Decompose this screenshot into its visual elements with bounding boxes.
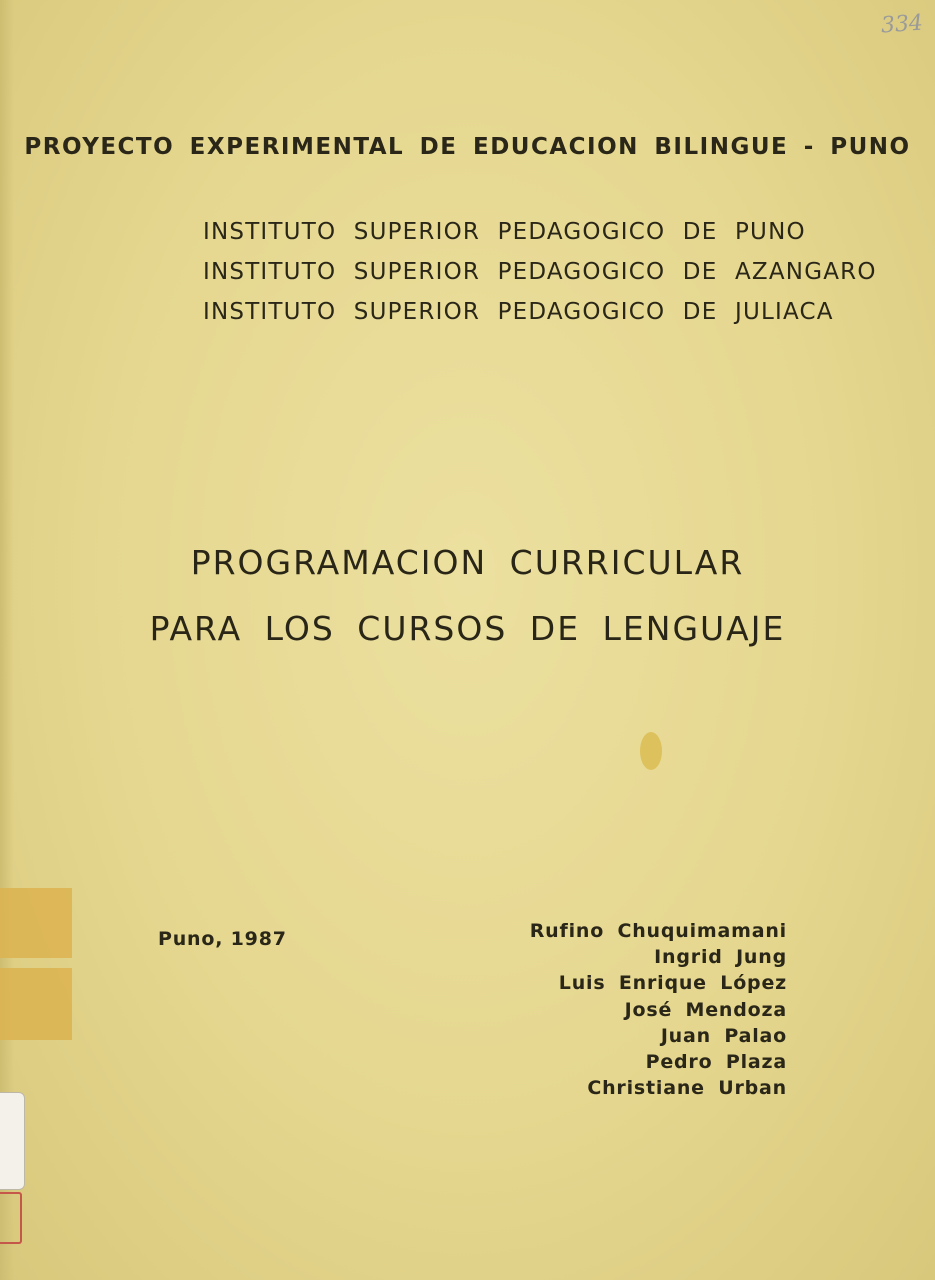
author-name: Luis Enrique López	[558, 972, 787, 995]
author-name: Rufino Chuquimamani	[529, 920, 787, 942]
title-line: PARA LOS CURSOS DE LENGUAJE	[149, 609, 786, 648]
stain-mark	[640, 732, 662, 770]
authors-list	[530, 918, 787, 1101]
author-name: Ingrid Jung	[654, 946, 787, 969]
tape-strip-upper	[0, 888, 72, 958]
document-title	[0, 530, 935, 662]
place-date: Puno, 1987	[158, 928, 287, 950]
institute-line: INSTITUTO SUPERIOR PEDAGOGICO DE JULIACA	[203, 299, 834, 325]
title-line: PROGRAMACION CURRICULAR	[190, 543, 745, 582]
tape-strip-lower	[0, 968, 72, 1040]
handwritten-annotation: 334	[880, 10, 924, 39]
institutes-list	[203, 212, 877, 332]
institute-line: INSTITUTO SUPERIOR PEDAGOGICO DE PUNO	[203, 219, 806, 245]
library-red-label	[0, 1192, 22, 1244]
author-name: Juan Palao	[660, 1024, 787, 1047]
project-header: PROYECTO EXPERIMENTAL DE EDUCACION BILINGUE - PUNO	[24, 134, 911, 160]
author-name: Pedro Plaza	[645, 1051, 787, 1074]
author-name: José Mendoza	[624, 998, 787, 1021]
library-label-sticker	[0, 1092, 25, 1190]
author-name: Christiane Urban	[587, 1077, 787, 1100]
institute-line: INSTITUTO SUPERIOR PEDAGOGICO DE AZANGARO	[203, 259, 877, 285]
